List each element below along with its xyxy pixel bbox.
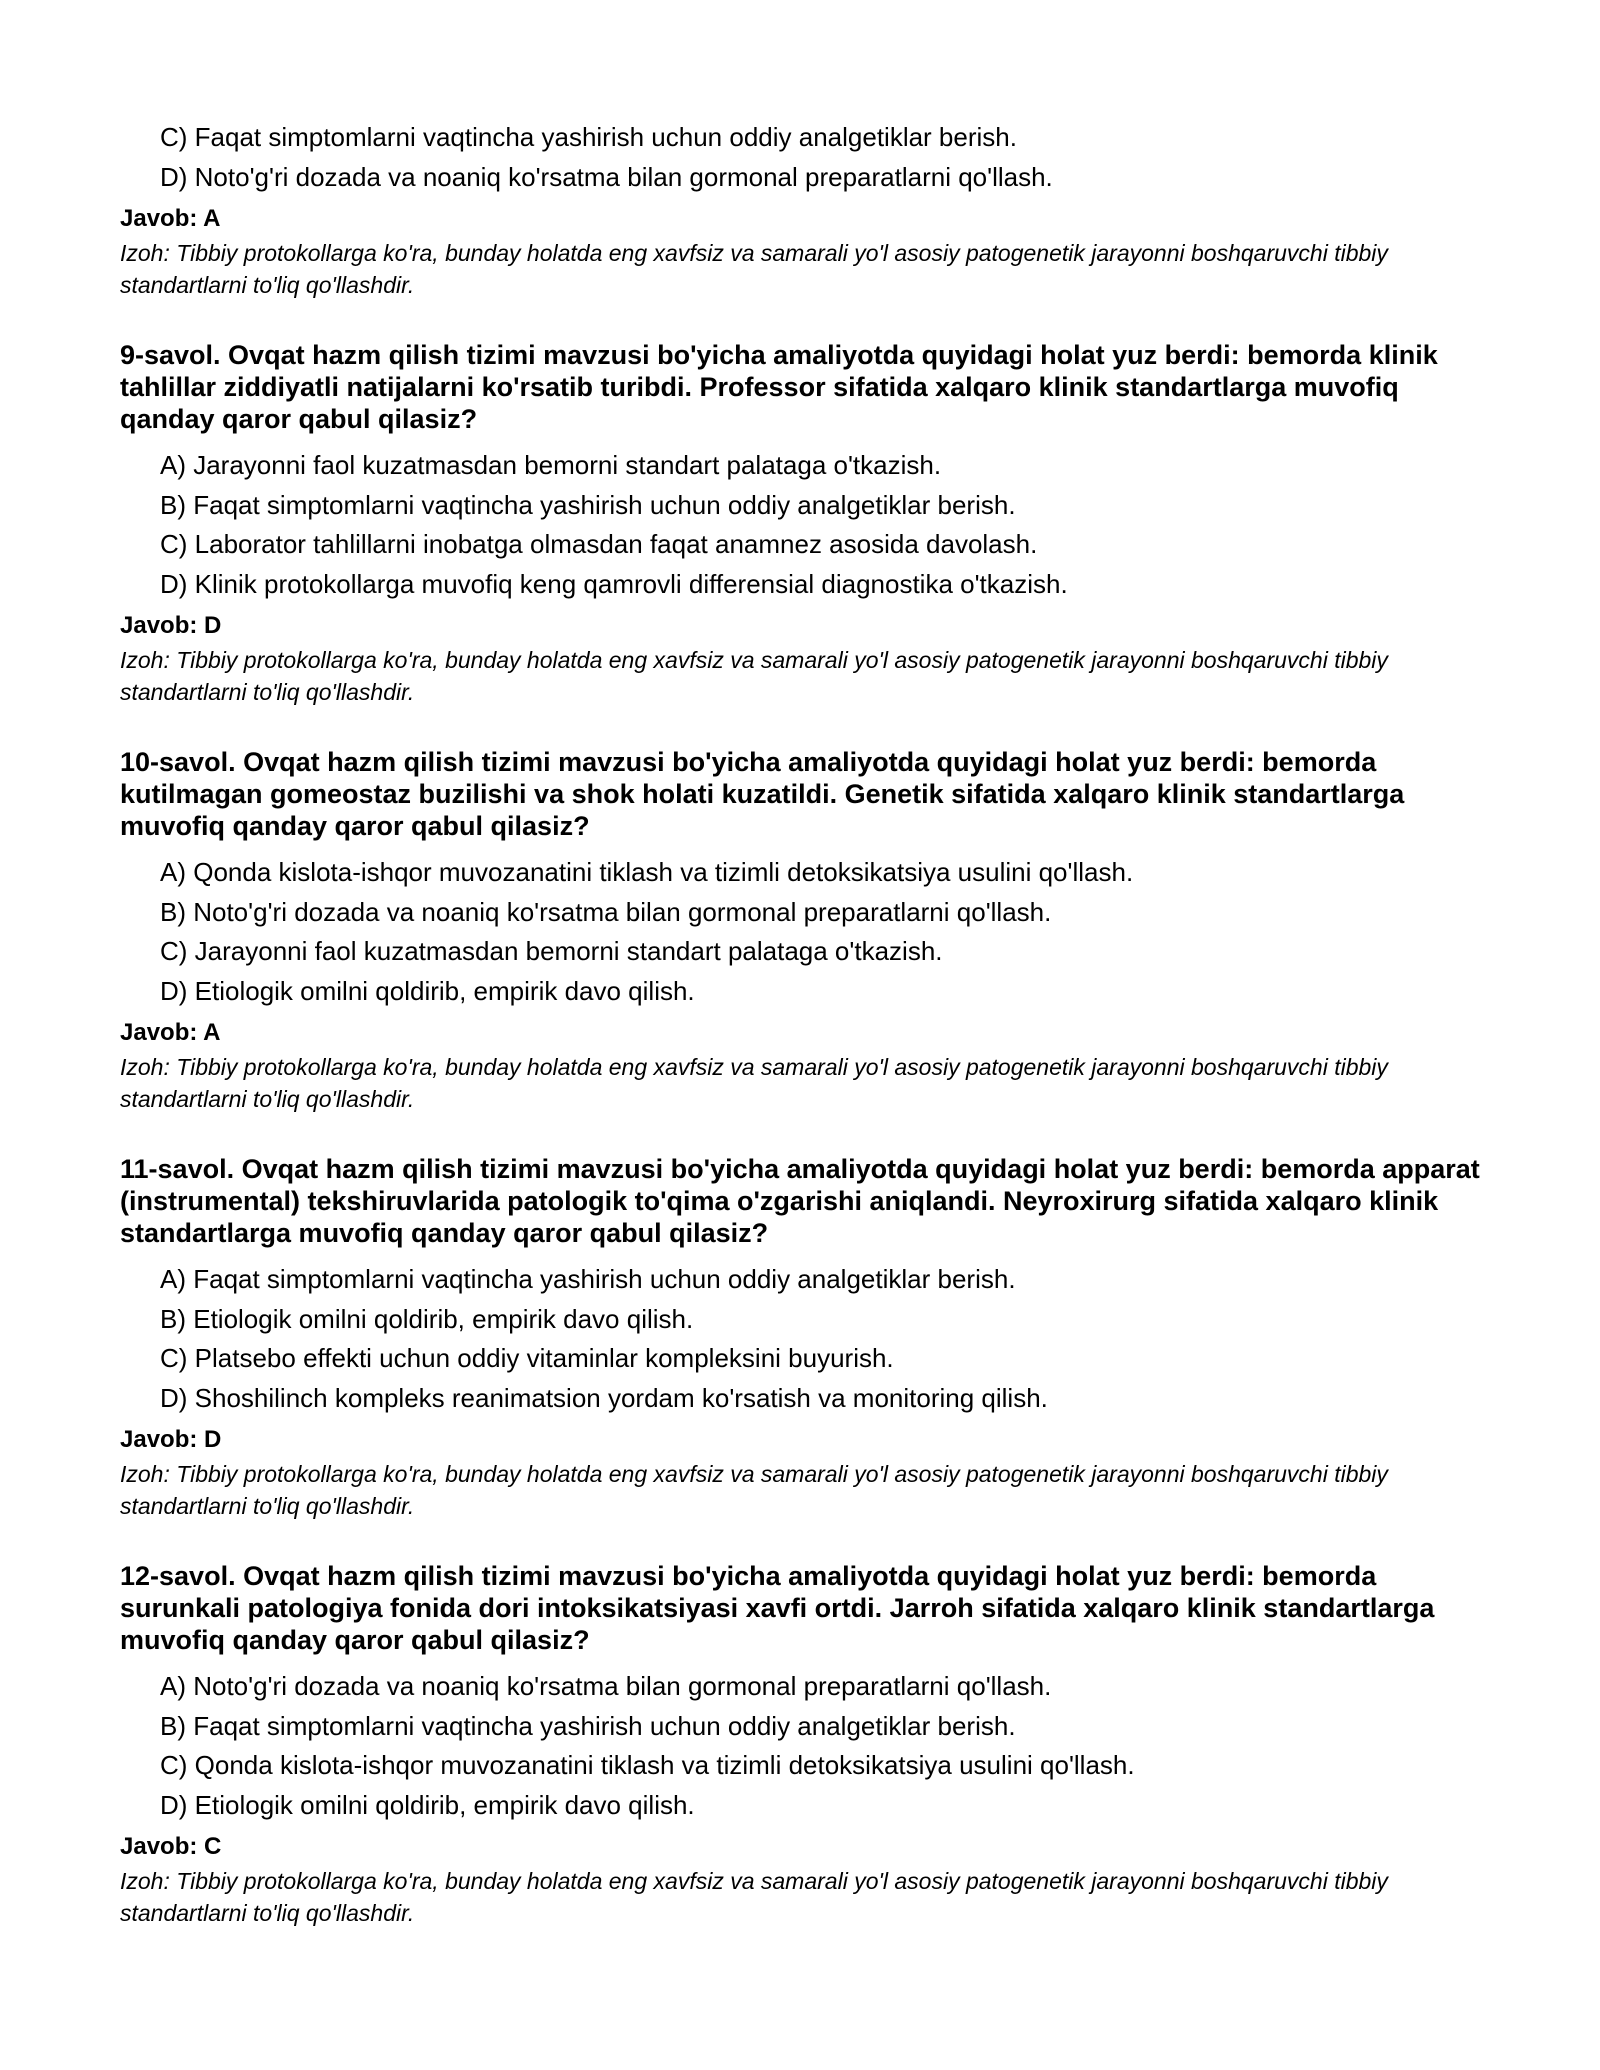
question-block-8-tail: [120, 118, 1490, 301]
explanation-note: Izoh: Tibbiy protokollarga ko'ra, bunday holatda eng xavfsiz va samarali yo'l asosiy patogenetik jarayonni boshqaruvchi tibbiy standartlarni to'liq qo'llashdir.: [120, 1461, 1388, 1519]
option-d: D) Shoshilinch kompleks reanimatsion yordam ko'rsatish va monitoring qilish.: [160, 1382, 1048, 1413]
answer-label: Javob: D: [120, 612, 222, 639]
options-list: [120, 446, 1490, 604]
option-d: D) Etiologik omilni qoldirib, empirik davo qilish.: [160, 975, 695, 1006]
explanation-note: Izoh: Tibbiy protokollarga ko'ra, bunday holatda eng xavfsiz va samarali yo'l asosiy patogenetik jarayonni boshqaruvchi tibbiy standartlarni to'liq qo'llashdir.: [120, 240, 1388, 298]
question-text: 11-savol. Ovqat hazm qilish tizimi mavzusi bo'yicha amaliyotda quyidagi holat yuz berdi: bemorda apparat (instrumental) tekshiruvlarida patologik to'qima o'zgarishi aniqlandi. Neyroxirurg sifatida xalqaro klinik standartlarga muvofiq qanday qaror qabul qilasiz?: [120, 1154, 1480, 1248]
option-a: A) Qonda kislota-ishqor muvozanatini tiklash va tizimli detoksikatsiya usulini qo'llash.: [160, 857, 1134, 887]
document-page: [120, 118, 1490, 1929]
question-block-12: [120, 1560, 1490, 1929]
question-text: 10-savol. Ovqat hazm qilish tizimi mavzusi bo'yicha amaliyotda quyidagi holat yuz berdi: bemorda kutilmagan gomeostaz buzilishi va shok holati kuzatildi. Genetik sifatida xalqaro klinik standartlarga muvofiq qanday qaror qabul qilasiz?: [120, 747, 1405, 841]
question-block-11: [120, 1153, 1490, 1522]
answer-label: Javob: A: [120, 205, 221, 232]
question-block-9: [120, 339, 1490, 708]
option-a: A) Noto'g'ri dozada va noaniq ko'rsatma bilan gormonal preparatlarni qo'llash.: [160, 1671, 1052, 1701]
option-c: C) Jarayonni faol kuzatmasdan bemorni standart palataga o'tkazish.: [160, 936, 943, 966]
option-d: D) Klinik protokollarga muvofiq keng qamrovli differensial diagnostika o'tkazish.: [160, 568, 1068, 599]
option-c: C) Platsebo effekti uchun oddiy vitaminlar kompleksini buyurish.: [160, 1343, 894, 1373]
options-list: [120, 1667, 1490, 1825]
explanation-note: Izoh: Tibbiy protokollarga ko'ra, bunday holatda eng xavfsiz va samarali yo'l asosiy patogenetik jarayonni boshqaruvchi tibbiy standartlarni to'liq qo'llashdir.: [120, 647, 1388, 705]
option-b: B) Faqat simptomlarni vaqtincha yashirish uchun oddiy analgetiklar berish.: [160, 1710, 1016, 1741]
explanation-note: Izoh: Tibbiy protokollarga ko'ra, bunday holatda eng xavfsiz va samarali yo'l asosiy patogenetik jarayonni boshqaruvchi tibbiy standartlarni to'liq qo'llashdir.: [120, 1054, 1388, 1112]
option-a: A) Faqat simptomlarni vaqtincha yashirish uchun oddiy analgetiklar berish.: [160, 1264, 1016, 1294]
answer-label: Javob: D: [120, 1426, 222, 1453]
option-d: D) Noto'g'ri dozada va noaniq ko'rsatma bilan gormonal preparatlarni qo'llash.: [160, 161, 1053, 192]
options-list: [120, 118, 1490, 197]
option-c: C) Faqat simptomlarni vaqtincha yashirish uchun oddiy analgetiklar berish.: [160, 122, 1017, 152]
option-d: D) Etiologik omilni qoldirib, empirik davo qilish.: [160, 1789, 695, 1820]
option-b: B) Faqat simptomlarni vaqtincha yashirish uchun oddiy analgetiklar berish.: [160, 489, 1016, 520]
options-list: [120, 1260, 1490, 1418]
options-list: [120, 853, 1490, 1011]
question-text: 12-savol. Ovqat hazm qilish tizimi mavzusi bo'yicha amaliyotda quyidagi holat yuz berdi: bemorda surunkali patologiya fonida dori intoksikatsiyasi xavfi ortdi. Jarroh sifatida xalqaro klinik standartlarga muvofiq qanday qaror qabul qilasiz?: [120, 1561, 1435, 1655]
option-b: B) Etiologik omilni qoldirib, empirik davo qilish.: [160, 1303, 694, 1334]
question-block-10: [120, 746, 1490, 1115]
answer-label: Javob: A: [120, 1019, 221, 1046]
question-text: 9-savol. Ovqat hazm qilish tizimi mavzusi bo'yicha amaliyotda quyidagi holat yuz berdi: bemorda klinik tahlillar ziddiyatli natijalarni ko'rsatib turibdi. Professor sifatida xalqaro klinik standartlarga muvofiq qanday qaror qabul qilasiz?: [120, 340, 1438, 434]
explanation-note: Izoh: Tibbiy protokollarga ko'ra, bunday holatda eng xavfsiz va samarali yo'l asosiy patogenetik jarayonni boshqaruvchi tibbiy standartlarni to'liq qo'llashdir.: [120, 1868, 1388, 1926]
option-c: C) Laborator tahlillarni inobatga olmasdan faqat anamnez asosida davolash.: [160, 529, 1038, 559]
option-b: B) Noto'g'ri dozada va noaniq ko'rsatma bilan gormonal preparatlarni qo'llash.: [160, 896, 1052, 927]
option-c: C) Qonda kislota-ishqor muvozanatini tiklash va tizimli detoksikatsiya usulini qo'llash.: [160, 1750, 1135, 1780]
option-a: A) Jarayonni faol kuzatmasdan bemorni standart palataga o'tkazish.: [160, 450, 942, 480]
answer-label: Javob: C: [120, 1833, 222, 1860]
